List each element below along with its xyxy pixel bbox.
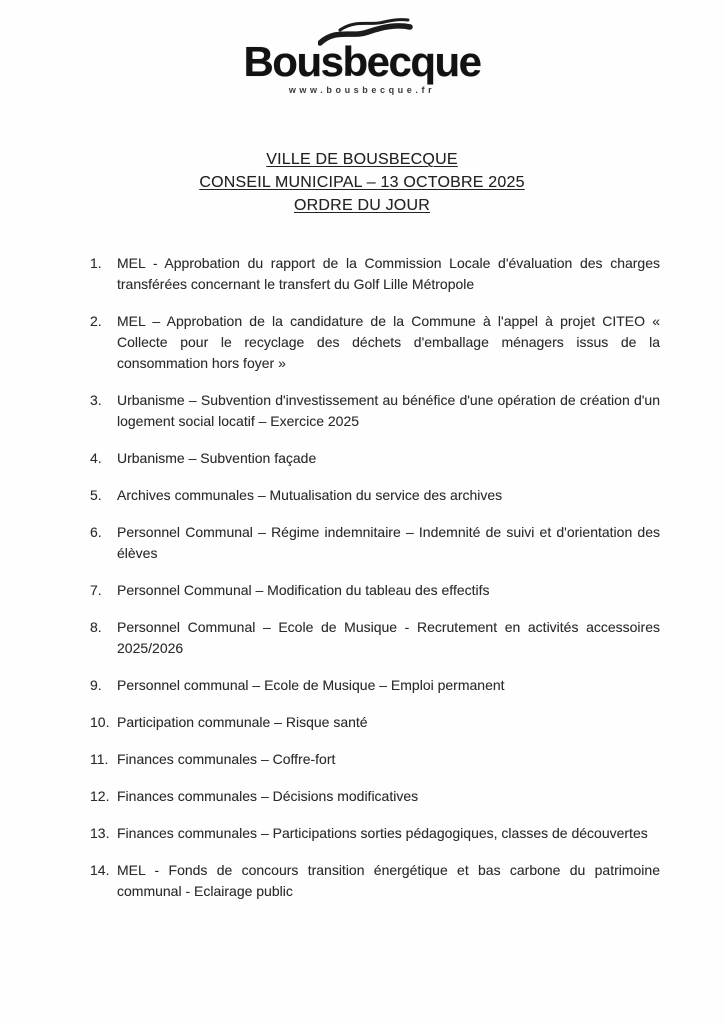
title-city: VILLE DE BOUSBECQUE <box>266 151 458 168</box>
list-item <box>90 675 660 696</box>
item-number: 10. <box>90 714 110 730</box>
item-text: Finances communales – Participations sorties pédagogiques, classes de découvertes <box>117 825 648 841</box>
title-agenda-heading: ORDRE DU JOUR <box>294 197 430 214</box>
item-number: 9. <box>90 677 102 693</box>
item-number: 7. <box>90 582 102 598</box>
item-number: 14. <box>90 862 110 878</box>
list-item <box>90 617 660 659</box>
item-number: 3. <box>90 392 102 408</box>
item-text: MEL - Fonds de concours transition énergétique et bas carbone du patrimoine communal - Eclairage public <box>117 862 660 899</box>
item-text: Participation communale – Risque santé <box>117 714 368 730</box>
item-number: 12. <box>90 788 110 804</box>
list-item <box>90 786 660 807</box>
item-number: 5. <box>90 487 102 503</box>
item-number: 1. <box>90 255 102 271</box>
item-number: 2. <box>90 313 102 329</box>
item-text: Personnel Communal – Ecole de Musique - Recrutement en activités accessoires 2025/2026 <box>117 619 660 656</box>
item-text: MEL – Approbation de la candidature de la Commune à l'appel à projet CITEO « Collecte pour le recyclage des déchets d'emballage ménagers issus de la consommation hors foyer » <box>117 313 660 371</box>
list-item <box>90 712 660 733</box>
list-item <box>90 311 660 374</box>
item-number: 8. <box>90 619 102 635</box>
item-text: Archives communales – Mutualisation du service des archives <box>117 487 503 503</box>
list-item <box>90 390 660 432</box>
item-text: Finances communales – Coffre-fort <box>117 751 336 767</box>
list-item <box>90 522 660 564</box>
item-number: 11. <box>90 751 109 767</box>
list-item <box>90 823 660 844</box>
list-item <box>90 253 660 295</box>
item-text: Personnel communal – Ecole de Musique – Emploi permanent <box>117 677 505 693</box>
document-title-block <box>0 148 724 217</box>
list-item <box>90 485 660 506</box>
agenda-list <box>90 253 660 918</box>
wave-icon <box>318 16 414 50</box>
item-text: MEL - Approbation du rapport de la Commission Locale d'évaluation des charges transférées concernant le transfert du Golf Lille Métropole <box>117 255 660 292</box>
list-item <box>90 580 660 601</box>
item-text: Personnel Communal – Modification du tableau des effectifs <box>117 582 490 598</box>
item-number: 13. <box>90 825 110 841</box>
logo <box>0 16 724 95</box>
item-number: 6. <box>90 524 102 540</box>
list-item <box>90 860 660 902</box>
item-text: Urbanisme – Subvention façade <box>117 450 317 466</box>
item-number: 4. <box>90 450 102 466</box>
list-item <box>90 749 660 770</box>
logo-website: www.bousbecque.fr <box>288 85 436 96</box>
logo-wordmark: Bousbecque <box>243 38 481 85</box>
list-item <box>90 448 660 469</box>
title-session-date: CONSEIL MUNICIPAL – 13 OCTOBRE 2025 <box>199 174 525 191</box>
item-text: Personnel Communal – Régime indemnitaire – Indemnité de suivi et d'orientation des élèves <box>117 524 660 561</box>
item-text: Urbanisme – Subvention d'investissement au bénéfice d'une opération de création d'un logement social locatif – Exercice 2025 <box>117 392 660 429</box>
item-text: Finances communales – Décisions modificatives <box>117 788 419 804</box>
